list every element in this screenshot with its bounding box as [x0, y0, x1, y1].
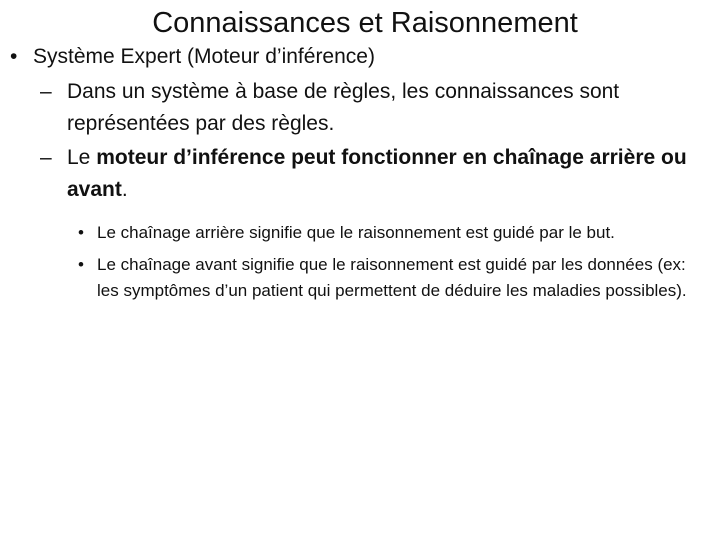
slide-body — [0, 40, 720, 304]
bullet-text-bold: moteur d’inférence peut fonctionner en chaînage arrière ou avant — [67, 146, 687, 201]
dash-icon: – — [40, 146, 52, 169]
bullet-text-lead: Le — [67, 146, 97, 169]
bullet-dot-icon: • — [10, 45, 18, 68]
bullet-level2-inference — [0, 142, 720, 206]
dash-icon: – — [40, 80, 52, 103]
bullet-dot-icon: • — [78, 255, 84, 274]
bullet-text: Système Expert (Moteur d’inférence) — [33, 45, 375, 68]
bullet-level3-backward — [0, 220, 720, 246]
slide-title: Connaissances et Raisonnement — [152, 7, 578, 39]
bullet-dot-icon: • — [78, 223, 84, 242]
bullet-text-end: . — [121, 178, 128, 201]
bullet-level2-rules — [0, 76, 720, 140]
bullet-level1 — [0, 40, 720, 74]
bullet-text: Dans un système à base de règles, les connaissances sont représentées par des règles. — [67, 80, 620, 135]
bullet-level3-forward — [0, 252, 720, 304]
bullet-text: Le chaînage avant signifie que le raisonnement est guidé par les données (ex: les symptômes d’un patient qui permettent de déduire les maladies possibles). — [97, 255, 687, 300]
bullet-text: Le chaînage arrière signifie que le raisonnement est guidé par le but. — [97, 223, 615, 242]
